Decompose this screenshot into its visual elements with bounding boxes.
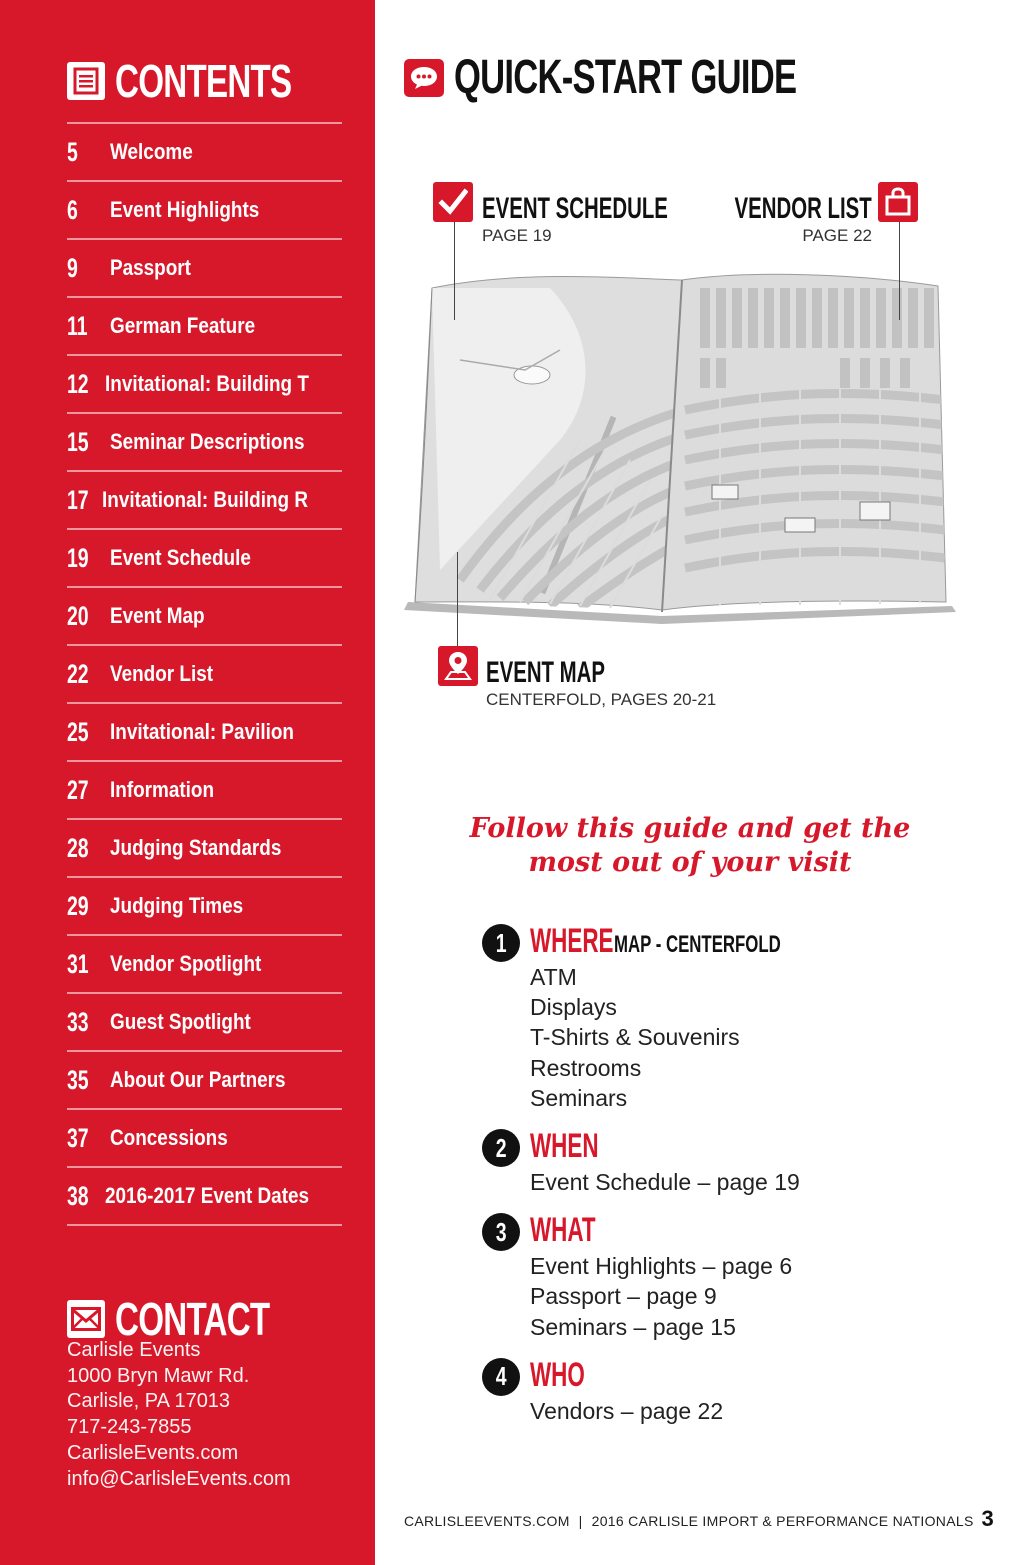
- toc-title: Invitational: Building R: [102, 487, 309, 512]
- toc-title: Welcome: [110, 139, 193, 164]
- toc-page-number: 28: [67, 832, 89, 863]
- guide-line: Passport – page 9: [530, 1283, 717, 1310]
- toc-item[interactable]: [67, 472, 342, 530]
- shopping-bag-icon: [878, 182, 918, 222]
- toc-title: Invitational: Building T: [104, 371, 309, 396]
- vendor-connector-line: [899, 222, 900, 320]
- event-schedule-page: PAGE 19: [482, 226, 552, 245]
- guide-heading: [530, 1356, 1002, 1396]
- toc-page-number: 19: [67, 542, 89, 573]
- guide-number-badge: [482, 1213, 520, 1251]
- guide-line: Seminars – page 15: [530, 1313, 736, 1340]
- toc-item[interactable]: [67, 182, 342, 240]
- toc-title: 2016-2017 Event Dates: [104, 1183, 309, 1208]
- toc-item[interactable]: [67, 124, 342, 182]
- schedule-connector-line: [454, 222, 455, 320]
- toc-page-number: 31: [67, 948, 89, 979]
- guide-number-badge: [482, 1129, 520, 1167]
- guide-item: [482, 922, 1002, 1113]
- guide-number: 2: [495, 1132, 507, 1163]
- toc-title: Information: [110, 777, 215, 802]
- guide-heading: [530, 1127, 1002, 1167]
- toc-title: Vendor Spotlight: [110, 951, 262, 976]
- page-footer: [404, 1506, 994, 1532]
- toc-title: Vendor List: [110, 661, 214, 686]
- toc-title: Passport: [110, 255, 191, 280]
- contact-details: [67, 1338, 291, 1492]
- toc-page-number: 6: [67, 194, 78, 225]
- toc-title: Event Highlights: [110, 197, 260, 222]
- vendor-list-page: PAGE 22: [802, 226, 872, 245]
- contact-email[interactable]: info@CarlisleEvents.com: [67, 1467, 291, 1490]
- contact-city: Carlisle, PA 17013: [67, 1390, 231, 1413]
- map-connector-line: [457, 552, 458, 647]
- toc-page-number: 35: [67, 1064, 89, 1095]
- guide-number: 3: [495, 1216, 507, 1247]
- quickstart-list: [482, 922, 1002, 1440]
- guide-number-badge: [482, 1358, 520, 1396]
- tagline-line-2: most out of your visit: [528, 847, 852, 878]
- guide-item: [482, 1211, 1002, 1342]
- guide-heading-word: WHERE: [530, 922, 614, 960]
- toc-item[interactable]: [67, 414, 342, 472]
- contact-title: CONTACT: [115, 1293, 270, 1345]
- toc-title: Judging Times: [110, 893, 244, 918]
- toc-page-number: 33: [67, 1006, 89, 1037]
- guide-line: Restrooms: [530, 1054, 642, 1081]
- toc-item[interactable]: [67, 356, 342, 414]
- toc-page-number: 25: [67, 716, 89, 747]
- toc-title: Concessions: [110, 1125, 228, 1150]
- toc-title: Invitational: Pavilion: [110, 719, 294, 744]
- guide-line: Event Highlights – page 6: [530, 1253, 793, 1280]
- contact-header: [67, 1293, 329, 1345]
- toc-item[interactable]: [67, 588, 342, 646]
- checkmark-icon: [433, 182, 473, 222]
- envelope-icon: [67, 1300, 105, 1338]
- toc-item[interactable]: [67, 240, 342, 298]
- contents-header: [67, 55, 360, 107]
- quickstart-title: QUICK-START GUIDE: [454, 51, 797, 104]
- toc-page-number: 17: [67, 484, 89, 515]
- toc-item[interactable]: [67, 298, 342, 356]
- toc-item[interactable]: [67, 646, 342, 704]
- toc-title: Event Schedule: [110, 545, 251, 570]
- guide-heading-reference: MAP - CENTERFOLD: [614, 931, 781, 958]
- vendor-list-label: VENDOR LIST: [734, 192, 872, 225]
- guide-line: Event Schedule – page 19: [530, 1169, 800, 1196]
- guide-heading-word: WHO: [530, 1355, 585, 1394]
- guide-line: Seminars: [530, 1084, 628, 1111]
- chat-icon: [404, 59, 444, 97]
- guide-heading: [530, 922, 1002, 962]
- guide-heading-word: WHAT: [530, 1211, 596, 1250]
- toc-item[interactable]: [67, 1052, 342, 1110]
- toc-page-number: 22: [67, 658, 89, 689]
- event-schedule-label: EVENT SCHEDULE: [482, 192, 668, 225]
- guide-number: 4: [495, 1361, 507, 1392]
- event-map-callout[interactable]: [486, 658, 716, 710]
- guide-line: Displays: [530, 994, 617, 1021]
- event-map-illustration: [400, 240, 960, 660]
- toc-item[interactable]: [67, 530, 342, 588]
- footer-separator: |: [578, 1513, 583, 1529]
- toc-item[interactable]: [67, 1110, 342, 1168]
- event-map-page: CENTERFOLD, PAGES 20-21: [486, 690, 717, 709]
- toc-item[interactable]: [67, 762, 342, 820]
- tagline-line-1: Follow this guide and get the: [469, 813, 911, 844]
- toc-page-number: 11: [67, 310, 88, 341]
- guide-number: 1: [495, 927, 507, 958]
- guide-line: Vendors – page 22: [530, 1397, 724, 1424]
- toc-page-number: 20: [67, 600, 89, 631]
- toc-title: Guest Spotlight: [110, 1009, 251, 1034]
- contact-phone[interactable]: 717-243-7855: [67, 1416, 192, 1439]
- toc-page-number: 15: [67, 426, 89, 457]
- quickstart-header: [404, 51, 929, 104]
- toc-title: About Our Partners: [110, 1067, 286, 1092]
- toc-page-number: 5: [67, 136, 78, 167]
- toc-item[interactable]: [67, 820, 342, 878]
- map-pin-icon: [438, 646, 478, 686]
- guide-line: T-Shirts & Souvenirs: [530, 1024, 740, 1051]
- toc-item[interactable]: [67, 878, 342, 936]
- list-icon: [67, 62, 105, 100]
- contact-street: 1000 Bryn Mawr Rd.: [67, 1364, 250, 1387]
- toc-title: Seminar Descriptions: [110, 429, 305, 454]
- footer-website[interactable]: CARLISLEEVENTS.COM: [404, 1513, 570, 1529]
- toc-page-number: 12: [67, 368, 89, 399]
- vendor-list-callout[interactable]: [670, 194, 872, 246]
- footer-event-name: 2016 CARLISLE IMPORT & PERFORMANCE NATIONALS: [591, 1513, 974, 1529]
- toc-page-number: 37: [67, 1122, 89, 1153]
- guide-heading-word: WHEN: [530, 1127, 599, 1166]
- event-map-label: EVENT MAP: [486, 656, 606, 689]
- toc-item[interactable]: [67, 704, 342, 762]
- guide-item: [482, 1356, 1002, 1426]
- toc-item[interactable]: [67, 936, 342, 994]
- contents-title: CONTENTS: [115, 55, 292, 107]
- toc-item[interactable]: [67, 1168, 342, 1226]
- guide-line: ATM: [530, 964, 577, 990]
- toc-title: Event Map: [110, 603, 205, 628]
- page-number: 3: [981, 1506, 994, 1531]
- contact-website[interactable]: CarlisleEvents.com: [67, 1441, 239, 1464]
- guide-item: [482, 1127, 1002, 1197]
- toc-page-number: 29: [67, 890, 89, 921]
- toc-title: German Feature: [110, 313, 256, 338]
- toc-page-number: 27: [67, 774, 89, 805]
- contact-org: Carlisle Events: [67, 1339, 201, 1361]
- toc-title: Judging Standards: [110, 835, 282, 860]
- toc-page-number: 9: [67, 252, 78, 283]
- contents-sidebar: [0, 0, 375, 1565]
- toc-item[interactable]: [67, 994, 342, 1052]
- guide-number-badge: [482, 924, 520, 962]
- guide-heading: [530, 1211, 1002, 1251]
- tagline: [410, 812, 970, 880]
- table-of-contents: [67, 122, 342, 1226]
- toc-page-number: 38: [67, 1180, 89, 1211]
